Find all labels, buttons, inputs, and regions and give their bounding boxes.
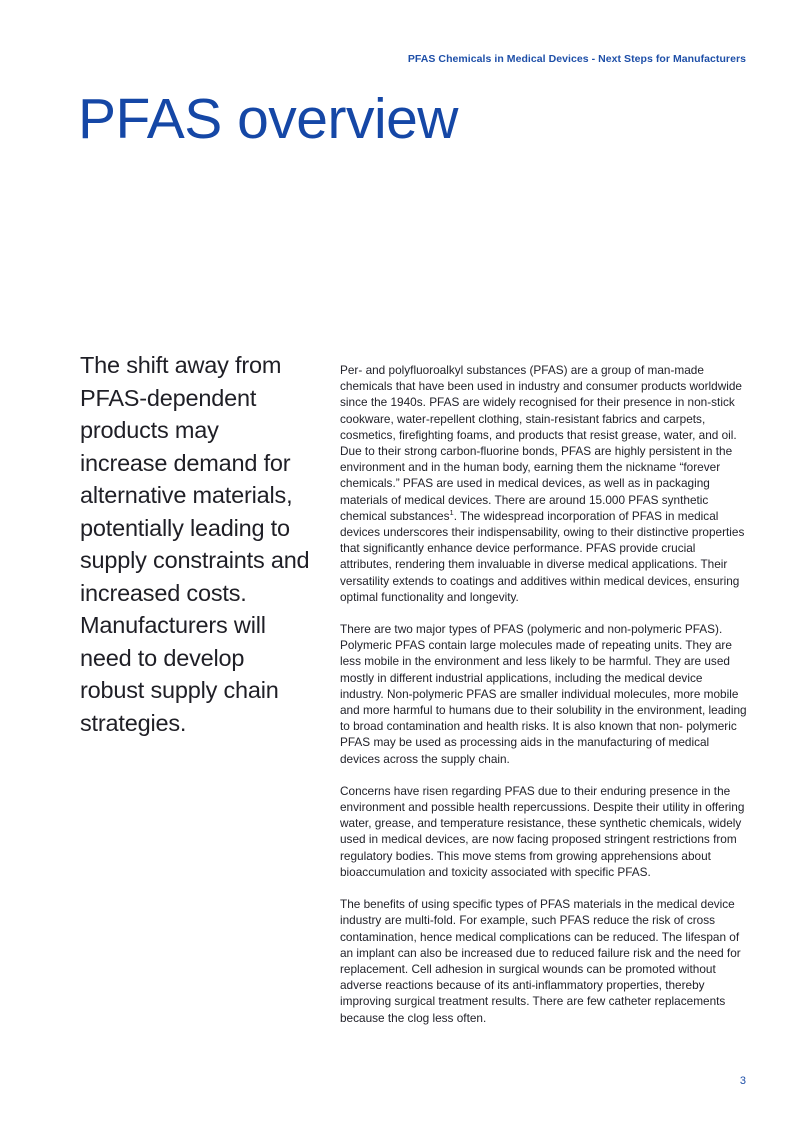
page-title: PFAS overview [78, 87, 458, 151]
body-paragraph-1-text-b: . The widespread incorporation of PFAS in medical devices underscores their indispensability, owing to their distinctive properties that significantly enhance device performance. PFAS provide crucial attributes, rendering them invaluable in diverse medical applications. Their versatility extends to coatings and additives within medical devices, ensuring optimal functionality and longevity. [340, 508, 745, 604]
running-header: PFAS Chemicals in Medical Devices - Next Steps for Manufacturers [407, 53, 746, 65]
page-number: 3 [739, 1075, 746, 1087]
body-paragraph-4: The benefits of using specific types of PFAS materials in the medical device industry are multi-fold. For example, such PFAS reduce the risk of cross contamination, hence medical complications can be reduced. The lifespan of an implant can also be increased due to reduced failure risk and the need for replacement. Cell adhesion in surgical wounds can be promoted without adverse reactions because of its anti-inflammatory properties, thereby improving surgical treatment results. There are few catheter replacements because the clog less often. [340, 897, 741, 1025]
body-paragraph-3: Concerns have risen regarding PFAS due to their enduring presence in the environment and possible health repercussions. Despite their utility in offering water, grease, and temperature resistance, these synthetic chemicals, widely used in medical devices, are now facing proposed stringent restrictions from regulatory bodies. This move stems from growing apprehensions about bioaccumulation and toxicity associated with specific PFAS. [340, 783, 745, 879]
body-paragraph-2: There are two major types of PFAS (polymeric and non-polymeric PFAS). Polymeric PFAS contain large molecules made of repeating units. They are less mobile in the environment and less likely to be harmful. They are used mostly in different industrial applications, including the medical device industry. Non-polymeric PFAS are smaller individual molecules, more mobile and more harmful to humans due to their solubility in the environment, leading to broad contamination and health risks. It is also known that non- polymeric PFAS may be used as processing aids in the manufacturing of medical devices across the supply chain. [340, 622, 747, 766]
body-column [340, 362, 748, 1026]
pull-quote: The shift away from PFAS-dependent products may increase demand for alternative materials, potentially leading to supply constraints and increased costs. Manufacturers will need to develop robust supply chain strategies. [80, 352, 310, 736]
footnote-ref[interactable]: 1 [449, 507, 454, 517]
body-paragraph-1 [340, 362, 748, 605]
body-paragraph-1-text-a: Per- and polyfluoroalkyl substances (PFAS) are a group of man-made chemicals that have been used in industry and consumer products worldwide since the 1940s. PFAS are widely recognised for their presence in non-stick cookware, water-repellent clothing, stain-resistant fabrics and carpets, cosmetics, firefighting foams, and products that resist grease, water, and oil. Due to their strong carbon-fluorine bonds, PFAS are highly persistent in the environment and in the human body, earning them the nickname “forever chemicals.” PFAS are used in medical devices, as well as in packaging materials of medical devices. There are around 15.000 PFAS synthetic chemical substances [340, 363, 742, 523]
